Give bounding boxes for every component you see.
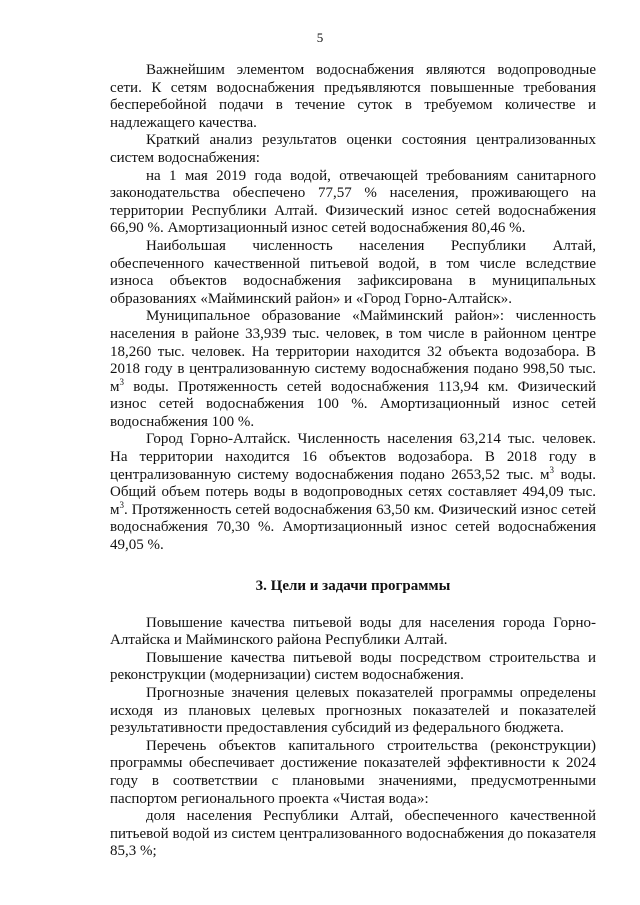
- paragraph-largest-population: Наибольшая численность населения Республики Алтай, обеспеченного качественной питьевой водой, в том числе вследствие износа объектов водоснабжения зафиксирована в муниципальных образованиях «Майминский район» и «Город Горно-Алтайск».: [110, 237, 596, 307]
- paragraph-water-networks: Важнейшим элементом водоснабжения являются водопроводные сети. К сетям водоснабжения предъявляются повышенные требования бесперебойной подачи в течение суток в требуемом количестве и надлежащего качества.: [110, 62, 596, 131]
- paragraph-forecast-values: Прогнозные значения целевых показателей программы определены исходя из плановых целевых прогнозных показателей и показателей результативности предоставления субсидий из федерального бюджета.: [110, 685, 596, 737]
- paragraph-goal-construction: Повышение качества питьевой воды посредством строительства и реконструкции (модернизации) систем водоснабжения.: [110, 649, 596, 684]
- gorno-cubic-superscript-2: 3: [119, 499, 124, 510]
- paragraph-indicator-item: доля населения Республики Алтай, обеспеченного качественной питьевой водой из систем централизованного водоснабжения до показателя 85,3 %;: [110, 808, 596, 860]
- paragraph-may-2019-stats: на 1 мая 2019 года водой, отвечающей требованиям санитарного законодательства обеспечено 77,57 % населения, проживающего на территории Республики Алтай. Физический износ сетей водоснабжения 66,90 %. Амортизационный износ сетей водоснабжения 80,46 %.: [110, 167, 596, 237]
- paragraph-gorno-altaysk: [110, 431, 596, 554]
- mayma-text-part2: воды. Протяженность сетей водоснабжения 113,94 км. Физический износ сетей водоснабжения 100 %. Амортизационный износ сетей водоснабжения 100 %.: [110, 378, 596, 430]
- mayma-cubic-superscript: 3: [119, 376, 124, 387]
- document-body: [110, 62, 596, 861]
- paragraph-goal-water-quality: Повышение качества питьевой воды для населения города Горно-Алтайска и Майминского района Республики Алтай.: [110, 614, 596, 649]
- paragraph-mayma-district: [110, 308, 596, 431]
- paragraph-analysis-intro: Краткий анализ результатов оценки состояния централизованных систем водоснабжения:: [110, 132, 596, 166]
- gorno-cubic-superscript-1: 3: [549, 464, 554, 475]
- mayma-text-part1: Муниципальное образование «Майминский район»: численность населения в районе 33,939 тыс. человек, в том числе в районном центре 18,260 тыс. человек. На территории находится 32 объекта водозабора. В 2018 году в централизованную систему водоснабжения подано 998,50 тыс. м: [110, 308, 596, 395]
- gorno-text-part3: . Протяженность сетей водоснабжения 63,50 км. Физический износ сетей водоснабжения 70,30 %. Амортизационный износ сетей водоснабжения 49,05 %.: [110, 501, 596, 554]
- paragraph-objects-list: Перечень объектов капитального строительства (реконструкции) программы обеспечивает достижение показателей эффективности к 2024 году в соответствии с плановыми значениями, предусмотренными паспортом регионального проекта «Чистая вода»:: [110, 737, 596, 807]
- page-number: 5: [316, 30, 324, 45]
- gorno-text-part2: воды. Общий объем потерь воды в водопроводных сетях составляет 494,09 тыс. м: [110, 466, 596, 518]
- section-heading: 3. Цели и задачи программы: [255, 577, 451, 594]
- gorno-text-part1: Город Горно-Алтайск. Численность населения 63,214 тыс. человек. На территории находится 16 объектов водозабора. В 2018 году в централизованную систему водоснабжения подано 2653,52 тыс. м: [110, 431, 596, 483]
